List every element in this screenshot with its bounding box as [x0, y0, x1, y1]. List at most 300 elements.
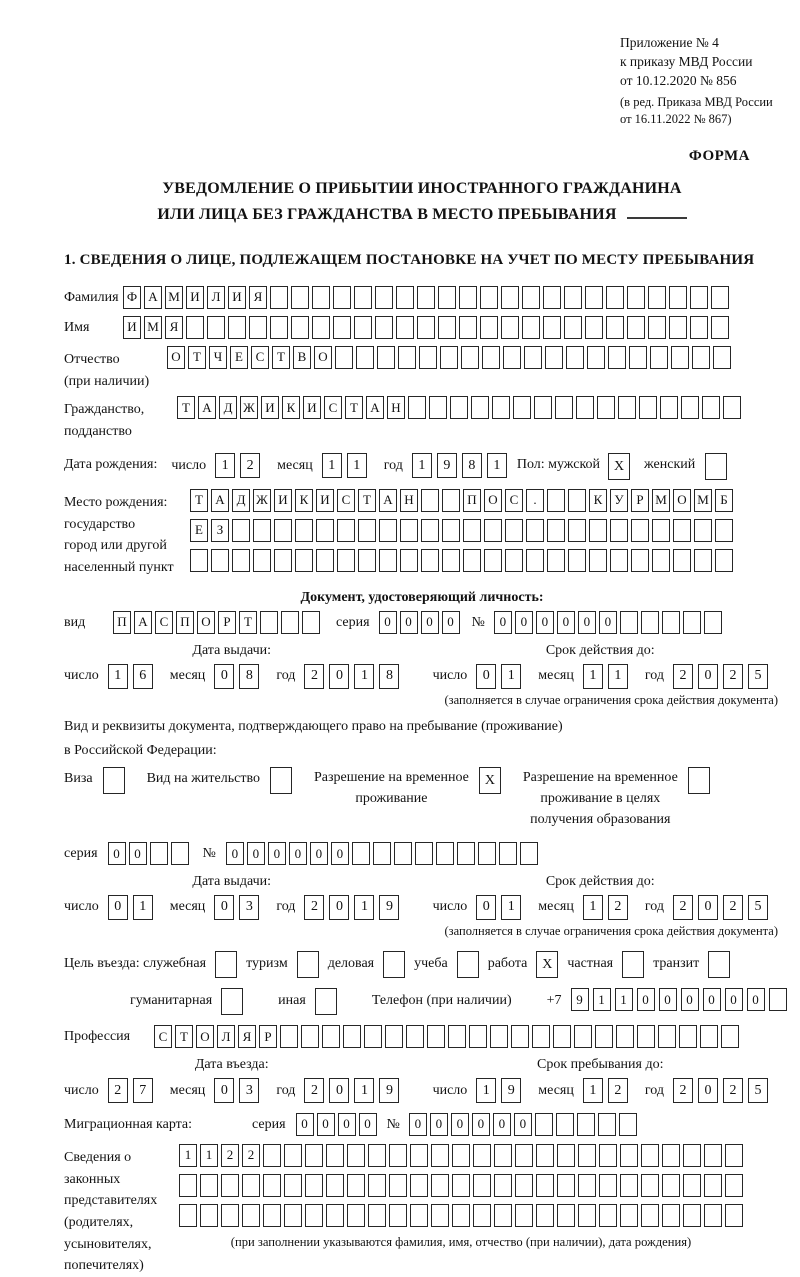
surname-cell[interactable] [627, 286, 645, 309]
entry-year-cell[interactable]: 2 [304, 1078, 324, 1103]
name-cell[interactable] [249, 316, 267, 339]
birthplace1-cell[interactable]: К [295, 489, 313, 512]
male-checkbox[interactable]: X [608, 453, 630, 480]
representatives1-cell[interactable] [494, 1144, 512, 1167]
surname-cell[interactable]: И [186, 286, 204, 309]
permit_series-cell[interactable]: 0 [129, 842, 147, 865]
patronymic-cell[interactable] [461, 346, 479, 369]
representatives3-cell[interactable] [599, 1204, 617, 1227]
birthplace2-cell[interactable] [568, 519, 586, 542]
birthplace3-cell[interactable] [568, 549, 586, 572]
migr_number-cell[interactable] [619, 1113, 637, 1136]
representatives1-cell[interactable]: 2 [221, 1144, 239, 1167]
patronymic-cell[interactable] [566, 346, 584, 369]
birth-year-cell[interactable]: 9 [437, 453, 457, 478]
birthplace2-cell[interactable] [442, 519, 460, 542]
surname-cell[interactable] [480, 286, 498, 309]
birthplace1-cell[interactable]: Т [190, 489, 208, 512]
patronymic-cell[interactable]: В [293, 346, 311, 369]
birthplace2-cell[interactable] [673, 519, 691, 542]
surname-cell[interactable] [270, 286, 288, 309]
doc_issue-day-cell[interactable]: 1 [108, 664, 128, 689]
migr_number-cell[interactable]: 0 [451, 1113, 469, 1136]
phone-cell[interactable]: 0 [725, 988, 743, 1011]
birthplace2-cell[interactable] [232, 519, 250, 542]
profession-cell[interactable] [553, 1025, 571, 1048]
birthplace3-cell[interactable] [358, 549, 376, 572]
name-cell[interactable] [543, 316, 561, 339]
citizenship-cell[interactable] [555, 396, 573, 419]
patronymic-cell[interactable]: Т [272, 346, 290, 369]
patronymic-cell[interactable]: С [251, 346, 269, 369]
birthplace1-cell[interactable]: С [505, 489, 523, 512]
phone-cell[interactable]: 0 [681, 988, 699, 1011]
citizenship-cell[interactable]: А [198, 396, 216, 419]
permit_number-cell[interactable] [436, 842, 454, 865]
doc_number-cell[interactable] [704, 611, 722, 634]
name-cell[interactable] [312, 316, 330, 339]
profession-cell[interactable] [511, 1025, 529, 1048]
doc_expiry-day-cell[interactable]: 0 [476, 664, 496, 689]
representatives1-cell[interactable] [347, 1144, 365, 1167]
doc_number-cell[interactable]: 0 [494, 611, 512, 634]
purpose-business-checkbox[interactable] [383, 951, 405, 978]
name-cell[interactable] [438, 316, 456, 339]
representatives3-cell[interactable] [704, 1204, 722, 1227]
doc_type-cell[interactable]: П [176, 611, 194, 634]
profession-cell[interactable] [637, 1025, 655, 1048]
representatives3-cell[interactable] [263, 1204, 281, 1227]
entry-day-cell[interactable]: 2 [108, 1078, 128, 1103]
citizenship-cell[interactable]: И [261, 396, 279, 419]
profession-cell[interactable] [616, 1025, 634, 1048]
profession-cell[interactable] [469, 1025, 487, 1048]
patronymic-cell[interactable] [713, 346, 731, 369]
patronymic-cell[interactable] [356, 346, 374, 369]
birthplace1-cell[interactable]: Д [232, 489, 250, 512]
doc_type-cell[interactable] [281, 611, 299, 634]
doc_number-cell[interactable]: 0 [515, 611, 533, 634]
representatives1-cell[interactable]: 2 [242, 1144, 260, 1167]
migr_number-cell[interactable]: 0 [409, 1113, 427, 1136]
surname-cell[interactable]: М [165, 286, 183, 309]
patronymic-cell[interactable] [335, 346, 353, 369]
permit_number-cell[interactable]: 0 [268, 842, 286, 865]
surname-cell[interactable] [291, 286, 309, 309]
representatives1-cell[interactable] [641, 1144, 659, 1167]
representatives3-cell[interactable] [515, 1204, 533, 1227]
birthplace2-cell[interactable] [610, 519, 628, 542]
permit_number-cell[interactable] [373, 842, 391, 865]
representatives3-cell[interactable] [725, 1204, 743, 1227]
migr_number-cell[interactable]: 0 [493, 1113, 511, 1136]
patronymic-cell[interactable] [671, 346, 689, 369]
permit_series-cell[interactable] [150, 842, 168, 865]
doc_series-cell[interactable]: 0 [400, 611, 418, 634]
citizenship-cell[interactable]: Т [177, 396, 195, 419]
birthplace3-cell[interactable] [652, 549, 670, 572]
purpose-private-checkbox[interactable] [622, 951, 644, 978]
doc_type-cell[interactable]: А [134, 611, 152, 634]
permit_number-cell[interactable]: 0 [289, 842, 307, 865]
birthplace2-cell[interactable] [526, 519, 544, 542]
representatives1-cell[interactable] [389, 1144, 407, 1167]
representatives3-cell[interactable] [347, 1204, 365, 1227]
citizenship-cell[interactable]: И [303, 396, 321, 419]
birthplace3-cell[interactable] [400, 549, 418, 572]
name-cell[interactable] [270, 316, 288, 339]
birthplace1-cell[interactable]: О [484, 489, 502, 512]
representatives2-cell[interactable] [536, 1174, 554, 1197]
doc_expiry-year-cell[interactable]: 5 [748, 664, 768, 689]
profession-cell[interactable] [385, 1025, 403, 1048]
birthplace2-cell[interactable] [631, 519, 649, 542]
representatives1-cell[interactable] [326, 1144, 344, 1167]
birthplace1-cell[interactable]: М [694, 489, 712, 512]
birthplace1-cell[interactable]: А [379, 489, 397, 512]
stay_until-day-cell[interactable]: 1 [476, 1078, 496, 1103]
representatives2-cell[interactable] [389, 1174, 407, 1197]
surname-cell[interactable]: Л [207, 286, 225, 309]
permit_expiry-month-cell[interactable]: 1 [583, 895, 603, 920]
representatives2-cell[interactable] [452, 1174, 470, 1197]
representatives2-cell[interactable] [662, 1174, 680, 1197]
patronymic-cell[interactable] [587, 346, 605, 369]
birthplace2-cell[interactable] [295, 519, 313, 542]
permit_expiry-day-cell[interactable]: 0 [476, 895, 496, 920]
purpose-study-checkbox[interactable] [457, 951, 479, 978]
birthplace2-cell[interactable] [358, 519, 376, 542]
name-cell[interactable] [375, 316, 393, 339]
birthplace2-cell[interactable] [253, 519, 271, 542]
patronymic-cell[interactable] [545, 346, 563, 369]
surname-cell[interactable] [354, 286, 372, 309]
birthplace2-cell[interactable] [421, 519, 439, 542]
representatives3-cell[interactable] [179, 1204, 197, 1227]
representatives1-cell[interactable] [515, 1144, 533, 1167]
birthplace2-cell[interactable] [715, 519, 733, 542]
doc_expiry-day-cell[interactable]: 1 [501, 664, 521, 689]
birthplace3-cell[interactable] [694, 549, 712, 572]
doc_issue-month-cell[interactable]: 8 [239, 664, 259, 689]
birthplace3-cell[interactable] [505, 549, 523, 572]
permit_expiry-day-cell[interactable]: 1 [501, 895, 521, 920]
name-cell[interactable] [690, 316, 708, 339]
name-cell[interactable]: Я [165, 316, 183, 339]
doc_expiry-year-cell[interactable]: 2 [673, 664, 693, 689]
name-cell[interactable]: И [123, 316, 141, 339]
representatives3-cell[interactable] [200, 1204, 218, 1227]
surname-cell[interactable] [585, 286, 603, 309]
name-cell[interactable] [564, 316, 582, 339]
temp-residence-checkbox[interactable]: X [479, 767, 501, 794]
birthplace1-cell[interactable]: К [589, 489, 607, 512]
representatives2-cell[interactable] [368, 1174, 386, 1197]
birthplace3-cell[interactable] [589, 549, 607, 572]
representatives3-cell[interactable] [641, 1204, 659, 1227]
residence-permit-checkbox[interactable] [270, 767, 292, 794]
birthplace1-cell[interactable] [421, 489, 439, 512]
temp-residence-edu-checkbox[interactable] [688, 767, 710, 794]
profession-cell[interactable]: О [196, 1025, 214, 1048]
doc_issue-year-cell[interactable]: 2 [304, 664, 324, 689]
representatives1-cell[interactable] [599, 1144, 617, 1167]
purpose-other-checkbox[interactable] [315, 988, 337, 1015]
patronymic-cell[interactable] [419, 346, 437, 369]
name-cell[interactable] [354, 316, 372, 339]
citizenship-cell[interactable] [723, 396, 741, 419]
purpose-humanitarian-checkbox[interactable] [221, 988, 243, 1015]
migr_number-cell[interactable]: 0 [472, 1113, 490, 1136]
migr_number-cell[interactable] [556, 1113, 574, 1136]
birth-year-cell[interactable]: 8 [462, 453, 482, 478]
patronymic-cell[interactable] [377, 346, 395, 369]
representatives1-cell[interactable] [620, 1144, 638, 1167]
birthplace3-cell[interactable] [715, 549, 733, 572]
birthplace1-cell[interactable]: У [610, 489, 628, 512]
doc_number-cell[interactable] [683, 611, 701, 634]
doc_type-cell[interactable]: Т [239, 611, 257, 634]
citizenship-cell[interactable]: Д [219, 396, 237, 419]
name-cell[interactable] [711, 316, 729, 339]
representatives3-cell[interactable] [536, 1204, 554, 1227]
profession-cell[interactable] [343, 1025, 361, 1048]
representatives1-cell[interactable] [536, 1144, 554, 1167]
doc_expiry-year-cell[interactable]: 2 [723, 664, 743, 689]
birthplace3-cell[interactable] [232, 549, 250, 572]
migr_number-cell[interactable]: 0 [430, 1113, 448, 1136]
birthplace2-cell[interactable] [484, 519, 502, 542]
citizenship-cell[interactable] [450, 396, 468, 419]
profession-cell[interactable] [532, 1025, 550, 1048]
representatives2-cell[interactable] [704, 1174, 722, 1197]
citizenship-cell[interactable] [639, 396, 657, 419]
migr_number-cell[interactable] [598, 1113, 616, 1136]
birthplace3-cell[interactable] [631, 549, 649, 572]
name-cell[interactable] [606, 316, 624, 339]
profession-cell[interactable] [679, 1025, 697, 1048]
migr_series-cell[interactable]: 0 [338, 1113, 356, 1136]
birthplace1-cell[interactable]: Т [358, 489, 376, 512]
birth-day-cell[interactable]: 1 [215, 453, 235, 478]
representatives2-cell[interactable] [515, 1174, 533, 1197]
stay_until-year-cell[interactable]: 5 [748, 1078, 768, 1103]
representatives2-cell[interactable] [431, 1174, 449, 1197]
surname-cell[interactable] [459, 286, 477, 309]
birthplace1-cell[interactable] [547, 489, 565, 512]
representatives2-cell[interactable] [179, 1174, 197, 1197]
birthplace3-cell[interactable] [547, 549, 565, 572]
birth-day-cell[interactable]: 2 [240, 453, 260, 478]
birthplace1-cell[interactable]: И [274, 489, 292, 512]
citizenship-cell[interactable] [618, 396, 636, 419]
representatives3-cell[interactable] [452, 1204, 470, 1227]
phone-cell[interactable]: 0 [747, 988, 765, 1011]
stay_until-month-cell[interactable]: 2 [608, 1078, 628, 1103]
profession-cell[interactable]: Я [238, 1025, 256, 1048]
permit_number-cell[interactable]: 0 [247, 842, 265, 865]
profession-cell[interactable] [595, 1025, 613, 1048]
representatives1-cell[interactable] [683, 1144, 701, 1167]
patronymic-cell[interactable] [692, 346, 710, 369]
patronymic-cell[interactable] [629, 346, 647, 369]
birthplace2-cell[interactable] [400, 519, 418, 542]
doc_issue-year-cell[interactable]: 0 [329, 664, 349, 689]
birthplace3-cell[interactable] [253, 549, 271, 572]
phone-cell[interactable]: 0 [637, 988, 655, 1011]
citizenship-cell[interactable] [513, 396, 531, 419]
patronymic-cell[interactable]: Ч [209, 346, 227, 369]
patronymic-cell[interactable]: Т [188, 346, 206, 369]
citizenship-cell[interactable]: Т [345, 396, 363, 419]
patronymic-cell[interactable] [503, 346, 521, 369]
doc_number-cell[interactable] [641, 611, 659, 634]
stay_until-month-cell[interactable]: 1 [583, 1078, 603, 1103]
stay_until-year-cell[interactable]: 2 [723, 1078, 743, 1103]
patronymic-cell[interactable] [440, 346, 458, 369]
doc_expiry-month-cell[interactable]: 1 [583, 664, 603, 689]
citizenship-cell[interactable]: К [282, 396, 300, 419]
doc_number-cell[interactable]: 0 [536, 611, 554, 634]
permit_series-cell[interactable] [171, 842, 189, 865]
birthplace3-cell[interactable] [610, 549, 628, 572]
phone-cell[interactable]: 1 [615, 988, 633, 1011]
representatives1-cell[interactable] [578, 1144, 596, 1167]
citizenship-cell[interactable] [597, 396, 615, 419]
name-cell[interactable] [501, 316, 519, 339]
representatives2-cell[interactable] [305, 1174, 323, 1197]
birthplace2-cell[interactable]: З [211, 519, 229, 542]
patronymic-cell[interactable] [650, 346, 668, 369]
surname-cell[interactable]: Ф [123, 286, 141, 309]
surname-cell[interactable] [312, 286, 330, 309]
birthplace3-cell[interactable] [211, 549, 229, 572]
doc_type-cell[interactable]: С [155, 611, 173, 634]
permit_issue-year-cell[interactable]: 0 [329, 895, 349, 920]
surname-cell[interactable] [438, 286, 456, 309]
profession-cell[interactable] [322, 1025, 340, 1048]
representatives3-cell[interactable] [284, 1204, 302, 1227]
citizenship-cell[interactable] [471, 396, 489, 419]
representatives3-cell[interactable] [368, 1204, 386, 1227]
profession-cell[interactable] [280, 1025, 298, 1048]
representatives2-cell[interactable] [473, 1174, 491, 1197]
name-cell[interactable] [648, 316, 666, 339]
profession-cell[interactable] [427, 1025, 445, 1048]
surname-cell[interactable] [564, 286, 582, 309]
name-cell[interactable] [480, 316, 498, 339]
representatives2-cell[interactable] [641, 1174, 659, 1197]
representatives2-cell[interactable] [221, 1174, 239, 1197]
representatives1-cell[interactable] [431, 1144, 449, 1167]
birthplace2-cell[interactable] [316, 519, 334, 542]
birth-month-cell[interactable]: 1 [322, 453, 342, 478]
name-cell[interactable] [522, 316, 540, 339]
female-checkbox[interactable] [705, 453, 727, 480]
citizenship-cell[interactable]: Н [387, 396, 405, 419]
birthplace3-cell[interactable] [379, 549, 397, 572]
profession-cell[interactable]: С [154, 1025, 172, 1048]
doc_expiry-year-cell[interactable]: 0 [698, 664, 718, 689]
representatives3-cell[interactable] [683, 1204, 701, 1227]
doc_number-cell[interactable] [662, 611, 680, 634]
representatives1-cell[interactable] [662, 1144, 680, 1167]
migr_number-cell[interactable]: 0 [514, 1113, 532, 1136]
name-cell[interactable] [207, 316, 225, 339]
surname-cell[interactable] [333, 286, 351, 309]
representatives1-cell[interactable] [452, 1144, 470, 1167]
doc_issue-month-cell[interactable]: 0 [214, 664, 234, 689]
representatives3-cell[interactable] [221, 1204, 239, 1227]
doc_number-cell[interactable] [620, 611, 638, 634]
profession-cell[interactable] [364, 1025, 382, 1048]
birthplace2-cell[interactable] [547, 519, 565, 542]
representatives2-cell[interactable] [620, 1174, 638, 1197]
phone-cell[interactable]: 9 [571, 988, 589, 1011]
birthplace1-cell[interactable]: А [211, 489, 229, 512]
name-cell[interactable] [186, 316, 204, 339]
birthplace1-cell[interactable]: Н [400, 489, 418, 512]
phone-cell[interactable]: 0 [659, 988, 677, 1011]
representatives1-cell[interactable] [725, 1144, 743, 1167]
birthplace3-cell[interactable] [421, 549, 439, 572]
citizenship-cell[interactable] [429, 396, 447, 419]
citizenship-cell[interactable] [492, 396, 510, 419]
entry-year-cell[interactable]: 0 [329, 1078, 349, 1103]
doc_expiry-month-cell[interactable]: 1 [608, 664, 628, 689]
permit_issue-month-cell[interactable]: 3 [239, 895, 259, 920]
permit_number-cell[interactable] [520, 842, 538, 865]
permit_expiry-year-cell[interactable]: 5 [748, 895, 768, 920]
permit_expiry-month-cell[interactable]: 2 [608, 895, 628, 920]
permit_issue-day-cell[interactable]: 1 [133, 895, 153, 920]
birth-month-cell[interactable]: 1 [347, 453, 367, 478]
birthplace3-cell[interactable] [316, 549, 334, 572]
representatives3-cell[interactable] [557, 1204, 575, 1227]
phone-cell[interactable]: 0 [703, 988, 721, 1011]
representatives2-cell[interactable] [242, 1174, 260, 1197]
doc_number-cell[interactable]: 0 [599, 611, 617, 634]
stay_until-day-cell[interactable]: 9 [501, 1078, 521, 1103]
migr_series-cell[interactable]: 0 [359, 1113, 377, 1136]
purpose-official-checkbox[interactable] [215, 951, 237, 978]
permit_series-cell[interactable]: 0 [108, 842, 126, 865]
representatives3-cell[interactable] [578, 1204, 596, 1227]
doc_series-cell[interactable]: 0 [442, 611, 460, 634]
representatives2-cell[interactable] [263, 1174, 281, 1197]
permit_issue-year-cell[interactable]: 2 [304, 895, 324, 920]
profession-cell[interactable] [700, 1025, 718, 1048]
permit_number-cell[interactable] [478, 842, 496, 865]
birthplace2-cell[interactable] [379, 519, 397, 542]
permit_number-cell[interactable] [394, 842, 412, 865]
surname-cell[interactable] [711, 286, 729, 309]
birthplace1-cell[interactable]: С [337, 489, 355, 512]
birthplace3-cell[interactable] [190, 549, 208, 572]
representatives2-cell[interactable] [725, 1174, 743, 1197]
entry-month-cell[interactable]: 3 [239, 1078, 259, 1103]
doc_issue-day-cell[interactable]: 6 [133, 664, 153, 689]
representatives2-cell[interactable] [326, 1174, 344, 1197]
representatives3-cell[interactable] [494, 1204, 512, 1227]
representatives3-cell[interactable] [326, 1204, 344, 1227]
representatives2-cell[interactable] [347, 1174, 365, 1197]
representatives1-cell[interactable] [704, 1144, 722, 1167]
representatives2-cell[interactable] [557, 1174, 575, 1197]
profession-cell[interactable]: Т [175, 1025, 193, 1048]
representatives2-cell[interactable] [683, 1174, 701, 1197]
permit_expiry-year-cell[interactable]: 2 [673, 895, 693, 920]
